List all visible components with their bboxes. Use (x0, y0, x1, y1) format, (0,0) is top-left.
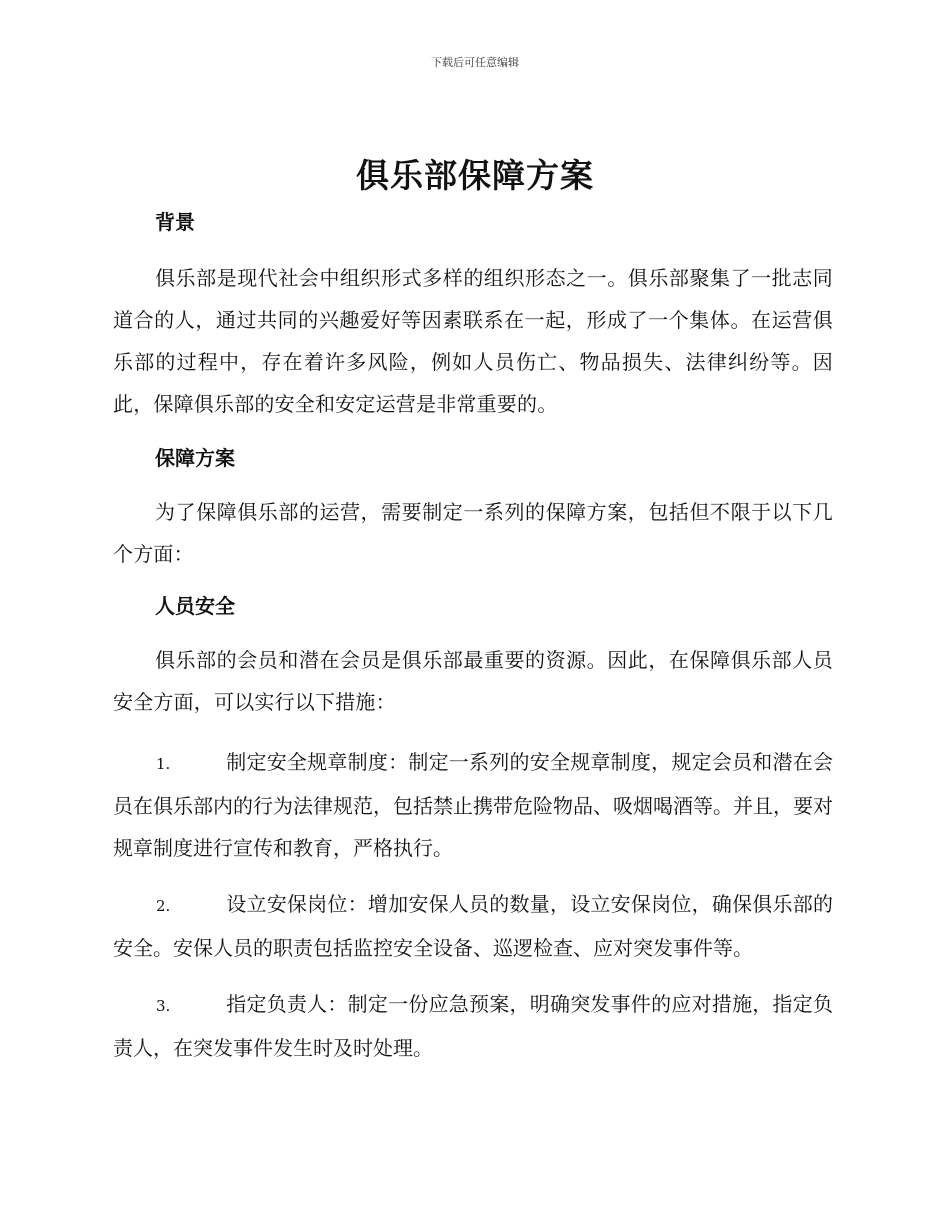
plan-paragraph: 为了保障俱乐部的运营，需要制定一系列的保障方案，包括但不限于以下几个方面： (113, 500, 833, 566)
list-item-text: 制定安全规章制度：制定一系列的安全规章制度，规定会员和潜在会员在俱乐部内的行为法律规范，包括禁止携带危险物品、吸烟喝酒等。并且，要对规章制度进行宣传和教育，严格执行。 (113, 750, 833, 860)
section-heading-personnel: 人员安全 (155, 594, 235, 618)
personnel-paragraph: 俱乐部的会员和潜在会员是俱乐部最重要的资源。因此，在保障俱乐部人员安全方面，可以实行以下措施： (113, 648, 833, 714)
list-item (113, 741, 833, 869)
section-heading-background: 背景 (155, 210, 195, 234)
list-item (113, 883, 833, 969)
list-item (113, 983, 833, 1069)
document-body (113, 205, 833, 1069)
list-item-number: 1. (156, 755, 171, 773)
background-paragraph: 俱乐部是现代社会中组织形式多样的组织形态之一。俱乐部聚集了一批志同道合的人，通过共同的兴趣爱好等因素联系在一起，形成了一个集体。在运营俱乐部的过程中，存在着许多风险，例如人员伤亡、物品损失、法律纠纷等。因此，保障俱乐部的安全和安定运营是非常重要的。 (113, 266, 833, 416)
section-heading-plan: 保障方案 (155, 446, 235, 470)
document-title: 俱乐部保障方案 (356, 156, 594, 195)
list-item-text: 指定负责人：制定一份应急预案，明确突发事件的应对措施，指定负责人，在突发事件发生时及时处理。 (113, 992, 833, 1060)
header-note: 下载后可任意编辑 (431, 56, 519, 69)
list-item-number: 2. (156, 897, 171, 915)
list-item-text: 设立安保岗位：增加安保人员的数量，设立安保岗位，确保俱乐部的安全。安保人员的职责包括监控安全设备、巡逻检查、应对突发事件等。 (113, 892, 833, 960)
list-item-number: 3. (156, 997, 171, 1015)
